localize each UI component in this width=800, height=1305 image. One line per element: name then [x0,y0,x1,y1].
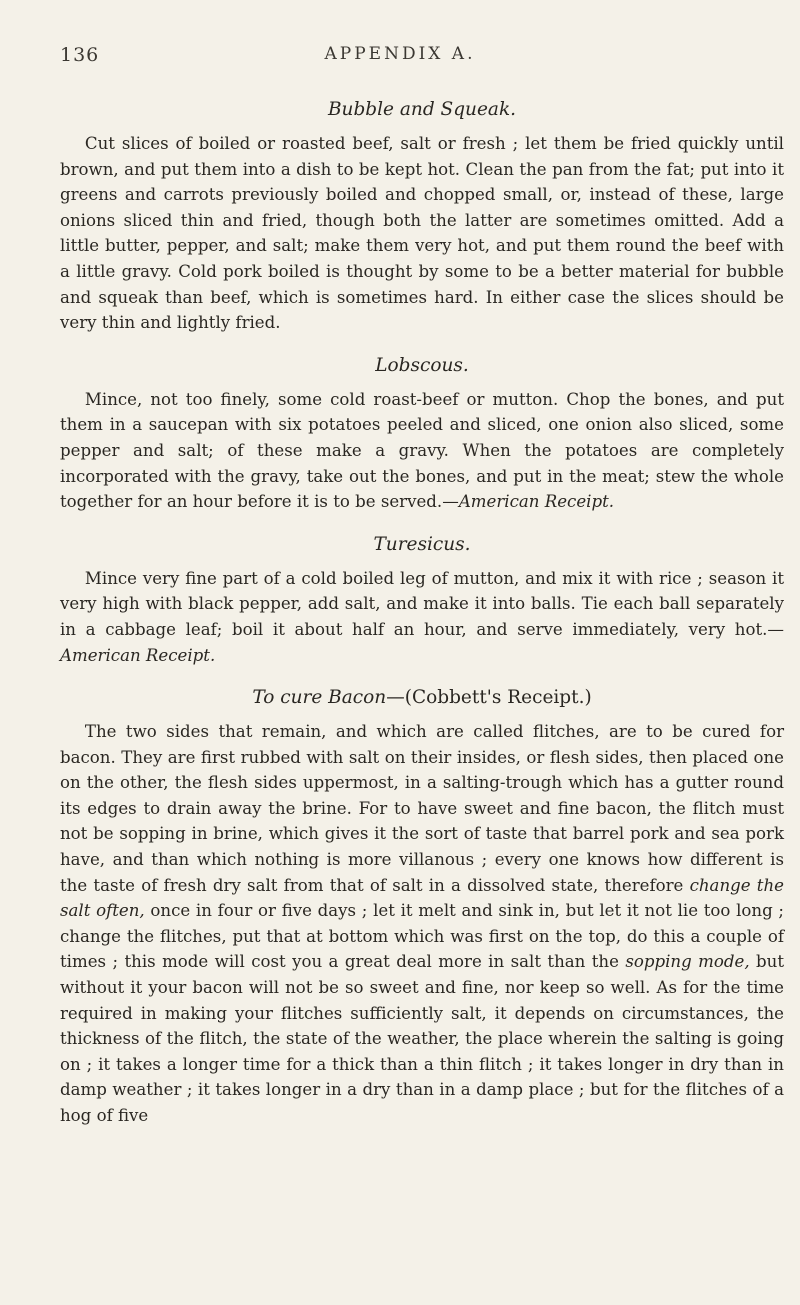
recipe-title-cure-bacon-text: To cure Bacon [252,687,387,709]
emphasis-sopping-mode: sopping mode, [625,952,750,972]
recipe-body-turesicus [60,566,784,668]
page-content [60,98,784,1139]
recipe-title-bubble-and-squeak: Bubble and Squeak. [327,99,517,120]
running-title: APPENDIX A. [324,44,476,64]
page-number: 136 [60,44,100,66]
recipe-text-cure-bacon-part-2: once in four or five days ; let it melt and sink in, but let it not lie too long ; change the flitches, put that at bottom which was first on the top, do this a couple of times ; this mode will cost you a great deal more in salt than the [60,901,784,972]
recipe-body-bubble-and-squeak: Cut slices of boiled or roasted beef, salt or fresh ; let them be fried quickly until brown, and put them into a dish to be kept hot. Clean the pan from the fat; put into it greens and carrots previously boiled and chopped small, or, instead of these, large onions sliced thin and fried, though both the latter are sometimes omitted. Add a little butter, pepper, and salt; make them very hot, and put them round the beef with a little gravy. Cold pork boiled is thought by some to be a better material for bubble and squeak than beef, which is sometimes hard. In either case the slices should be very thin and lightly fried. [60,134,784,333]
recipe-title-lobscous: Lobscous. [375,354,469,376]
recipe-title-cure-bacon-note: —(Cobbett's Receipt.) [386,687,592,709]
emphasis-change-salt: change the salt often, [60,875,784,921]
recipe-text-cure-bacon-part-3: but without it your bacon will not be so sweet and fine, nor keep so well. As for the time required in making your flitches sufficiently salt, it depends on circumstances, the thickness of the flitch, the state of the weather, the place wherein the salting is going on ; it takes a longer time for a thick than a thin flitch ; it takes longer in dry than in damp weather ; it takes longer in a dry than in a damp place ; but for the flitches of a hog of five [60,952,784,1125]
running-head [0,44,800,74]
recipe-text-turesicus: Mince very fine part of a cold boiled leg of mutton, and mix it with rice ; season it very high with black pepper, add salt, and make it into balls. Tie each ball separately in a cabbage leaf; boil it about half an hour, and serve immediately, very hot.— [60,568,784,639]
recipe-title-cure-bacon [60,686,784,710]
source-citation-turesicus: American Receipt. [60,645,216,665]
source-citation-lobscous: American Receipt. [458,492,615,512]
recipe-title-turesicus: Turesicus. [373,533,471,555]
recipe-body-cure-bacon [60,719,784,1129]
recipe-body-lobscous [60,387,784,515]
recipe-text-cure-bacon-part-1: The two sides that remain, and which are called flitches, are to be cured for bacon. They are first rubbed with salt on their insides, or flesh sides, then placed one on the other, the flesh sides uppermost, in a salting-trough which has a gutter round its edges to drain away the brine. For to have sweet and fine bacon, the flitch must not be sopping in brine, which gives it the sort of taste that barrel pork and sea pork have, and than which nothing is more villanous ; every one knows how different is the taste of fresh dry salt from that of salt in a dissolved state, therefore [60,722,784,895]
recipe-text-lobscous: Mince, not too finely, some cold roast-beef or mutton. Chop the bones, and put them in a saucepan with six potatoes peeled and sliced, one onion also sliced, some pepper and salt; of these make a gravy. When the potatoes are completely incorporated with the gravy, take out the bones, and put in the meat; stew the whole together for an hour before it is to be served.— [60,389,784,512]
